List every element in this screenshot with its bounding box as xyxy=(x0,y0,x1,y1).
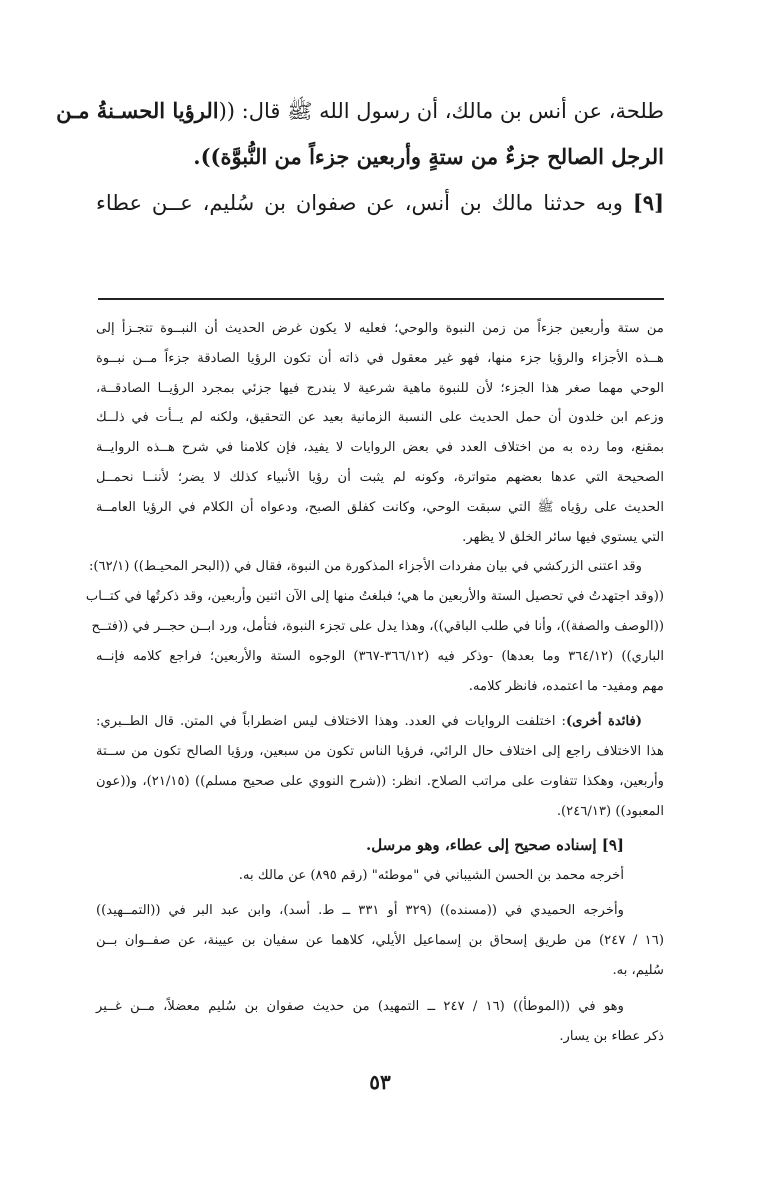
footnote-divider xyxy=(98,298,664,300)
hadith-text: الرؤيا الحسـنةُ مـن xyxy=(56,98,219,123)
footnote-line: بمقنع، وما رده به من اختلاف العدد في بعض الروايات لا يفيد، فإن كلامنا في شرح هــذه الروايــة xyxy=(96,440,664,456)
footnotes xyxy=(85,314,665,1051)
footnote-line: (١٦ / ٢٤٧) من طريق إسحاق بن إسماعيل الأيلي، كلاهما عن سفيان بن عيينة، عن صفــوان بــن xyxy=(96,933,664,949)
footnote-line: وأخرجه الحميدي في ((مسنده)) (٣٢٩ أو ٣٣١ ــ ط. أسد)، وابن عبد البر في ((التمــهيد)) xyxy=(96,903,625,919)
main-text xyxy=(56,88,664,226)
footnote-line: هــذه الأجزاء والرؤيا جزء منها، فهو غير معقول في ذاته أن تكون الرؤيا الصادقة جزءاً مــن نبــوة xyxy=(96,350,664,366)
hadith-number: [٩] xyxy=(601,835,624,854)
hadith-text: الرجل الصالح جزءٌ من ستةٍ وأربعين جزءاً من النُّبوَّة xyxy=(220,144,664,169)
footnote-line: الحديث على رؤياه ﷺ التي سبقت الوحي، وكانت كفلق الصبح، ودعواه أن الكلام في الرؤيا العامــة xyxy=(96,499,664,515)
footnote-line: وقد اعتنى الزركشي في بيان مفردات الأجزاء المذكورة من النبوة، فقال في ((البحر المحيـط)) (٦٢/١): xyxy=(88,559,642,575)
footnote-line: وهو في ((الموطأ)) (١٦ / ٢٤٧ ــ التمهيد) من حديث صفوان بن سُليم معضلاً، مــن غــير xyxy=(96,998,625,1014)
footnote-line: المعبود)) (٢٤٦/١٣). xyxy=(556,803,664,819)
footnote-line: سُليم، به. xyxy=(612,962,664,978)
footnote-line: ذكر عطاء بن يسار. xyxy=(559,1028,664,1044)
footnote-fragment: : اختلفت الروايات في العدد. وهذا الاختلاف ليس اضطراباً في المتن. قال الطــبري: xyxy=(96,714,566,730)
isnad-text: وبه حدثنا مالك بن أنس، عن صفوان بن سُليم، عــن عطاء xyxy=(96,191,633,215)
footnote-line: من ستة وأربعين جزءاً من زمن النبوة والوحي؛ فعليه لا يكون غرض الحديث أن النبــوة تتجـزأ إلى xyxy=(96,321,664,336)
page-number: ٥٣ xyxy=(369,1070,391,1094)
footnote-line: أخرجه محمد بن الحسن الشيباني في "موطئه" (رقم ٨٩٥) عن مالك به. xyxy=(238,867,624,883)
footnote-line: ((وقد اجتهدتُ في تحصيل الستة والأربعين ما هي؛ فبلغتُ منها إلى الآن اثنين وأربعين، وقد ذكرتُها في كتــاب xyxy=(85,589,664,605)
main-text-line xyxy=(96,134,664,180)
footnote-line: وأربعين، وهكذا تتفاوت على مراتب الصلاح. انظر: ((شرح النووي على صحيح مسلم)) (٢١/١٥)، و((عون xyxy=(96,773,664,789)
footnote-line xyxy=(96,707,664,737)
takhrij-heading-text: إسناده صحيح إلى عطاء، وهو مرسل. xyxy=(366,835,602,854)
footnote-line: الوحي مهما صغر هذا الجزء؛ لأن للنبوة ماهية شرعية لا يندرج فيها جزئي بمجرد الرؤيــا الصادقــة، xyxy=(96,380,664,396)
main-text-line xyxy=(56,88,664,134)
takhrij-heading xyxy=(96,829,664,861)
footnote-line: هذا الاختلاف راجع إلى اختلاف حال الرائي، فرؤيا الناس تكون من سبعين، ورؤيا الصالح تكون من ســتة xyxy=(96,744,664,760)
hadith-number: [٩] xyxy=(632,190,664,215)
main-text-line xyxy=(96,180,664,226)
main-text-fragment: )). xyxy=(193,144,221,169)
footnote-line: الباري)) (٣٦٤/١٢ وما بعدها) -وذكر فيه (٣٦٦/١٢-٣٦٧) الوجوه الستة والأربعين؛ فراجع كلامه فإنــه xyxy=(96,648,665,664)
footnote-line: التي يستوي فيها سائر الخلق لا يظهر. xyxy=(462,529,664,545)
footnote-line: وزعم ابن خلدون أن حمل الحديث على النسبة الزمانية بعيد عن التحقيق، ولكنه لم يــأت في ذلــك xyxy=(96,410,664,426)
footnote-line: مهم ومفيد- ما اعتمده، فانظر كلامه. xyxy=(468,678,664,694)
note-label: (فائدة أخرى) xyxy=(565,714,643,730)
footnote-line: الصحيحة التي عدها بعضهم متواترة، وكونه لم يثبت أن رؤيا الأنبياء كذلك لا يضر؛ لأننــا نحمــل xyxy=(96,469,664,485)
footnote-line: ((الوصف والصفة))، وأنا في طلب الباقي))، وهذا يدل على تجزء النبوة، فتأمل، ورد ابــن حجــر في ((فتــح xyxy=(91,618,664,634)
main-text-fragment: طلحة، عن أنس بن مالك، أن رسول الله ﷺ قال: (( xyxy=(218,99,664,123)
